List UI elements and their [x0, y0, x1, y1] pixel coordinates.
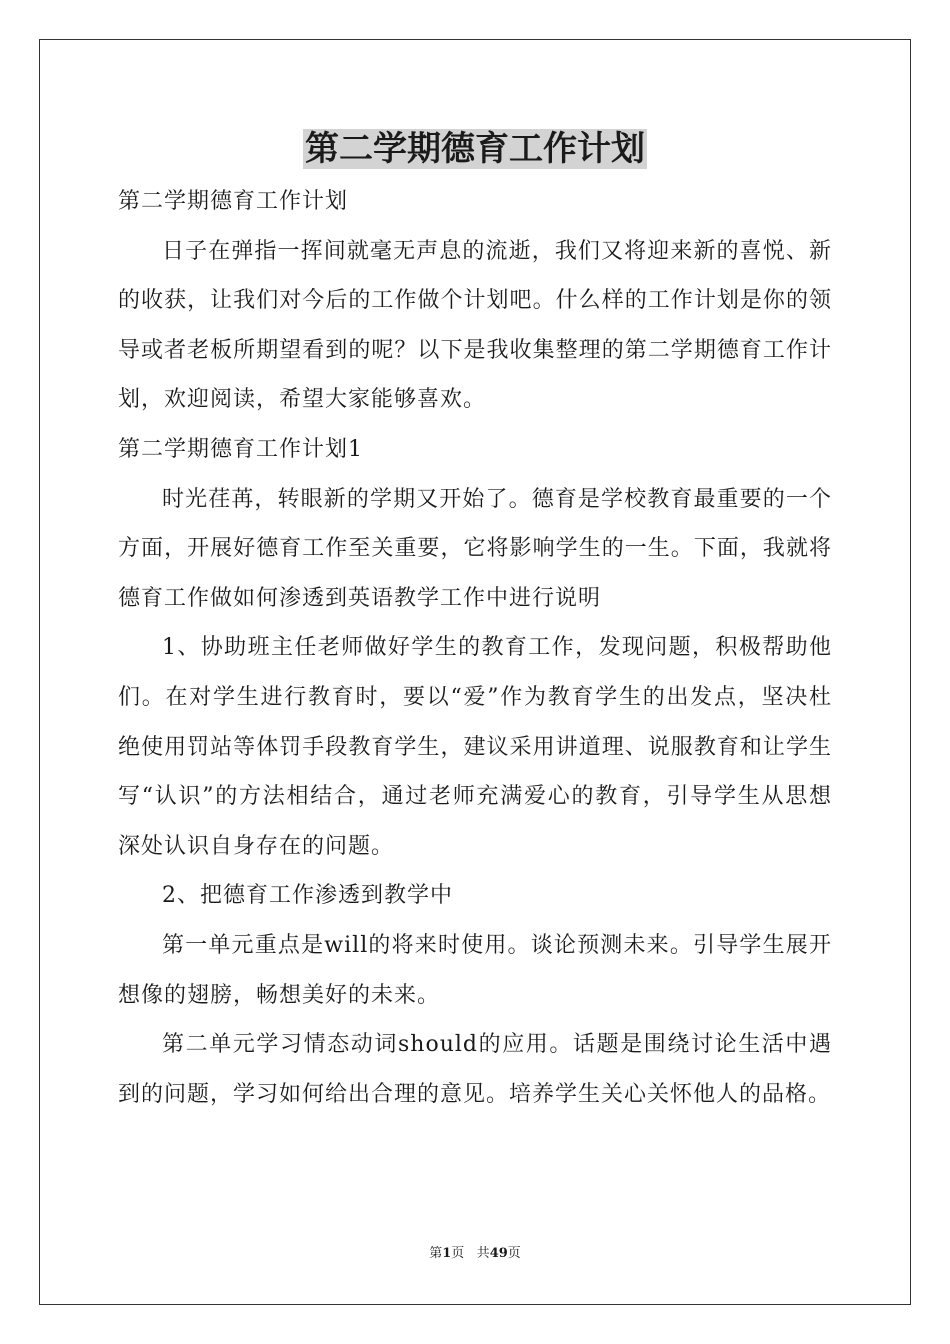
- document-title-text: 第二学期德育工作计划: [305, 129, 645, 169]
- footer-total-prefix: 共: [476, 1246, 490, 1261]
- footer-page-prefix: 第: [429, 1246, 443, 1261]
- section-heading-1: 第二学期德育工作计划1: [118, 436, 363, 462]
- paragraph-section-1-intro: 时光荏苒，转眼新的学期又开始了。德育是学校教育最重要的一个方面，开展好德育工作至关重要，它将影响学生的一生。下面，我就将德育工作做如何渗透到英语教学工作中进行说明: [118, 486, 832, 611]
- paragraph-unit-1: 第一单元重点是will的将来时使用。谈论预测未来。引导学生展开想像的翅膀，畅想美好的未来。: [118, 932, 832, 1008]
- footer-total-pages: 49: [489, 1246, 508, 1261]
- page-footer: [0, 1244, 950, 1264]
- paragraph-item-1: 1、协助班主任老师做好学生的教育工作，发现问题，积极帮助他们。在对学生进行教育时，要以“爱”作为教育学生的出发点，坚决杜绝使用罚站等体罚手段教育学生，建议采用讲道理、说服教育和让学生写“认识”的方法相结合，通过老师充满爱心的教育，引导学生从思想深处认识自身存在的问题。: [118, 635, 832, 859]
- footer-page-suffix: 页: [451, 1246, 465, 1261]
- paragraph-subtitle: 第二学期德育工作计划: [118, 189, 349, 214]
- paragraph-item-2: 2、把德育工作渗透到教学中: [162, 883, 453, 909]
- document-title: [0, 126, 950, 172]
- paragraph-intro: 日子在弹指一挥间就毫无声息的流逝，我们又将迎来新的喜悦、新的收获，让我们对今后的工作做个计划吧。什么样的工作计划是你的领导或者老板所期望看到的呢？以下是我收集整理的第二学期德育工作计划，欢迎阅读，希望大家能够喜欢。: [118, 238, 832, 413]
- footer-total-suffix: 页: [507, 1246, 521, 1261]
- document-body: [118, 177, 832, 1119]
- paragraph-unit-2: 第二单元学习情态动词should的应用。话题是围绕讨论生活中遇到的问题，学习如何给出合理的意见。培养学生关心关怀他人的品格。: [118, 1032, 832, 1107]
- footer-page-number: 1: [442, 1246, 452, 1261]
